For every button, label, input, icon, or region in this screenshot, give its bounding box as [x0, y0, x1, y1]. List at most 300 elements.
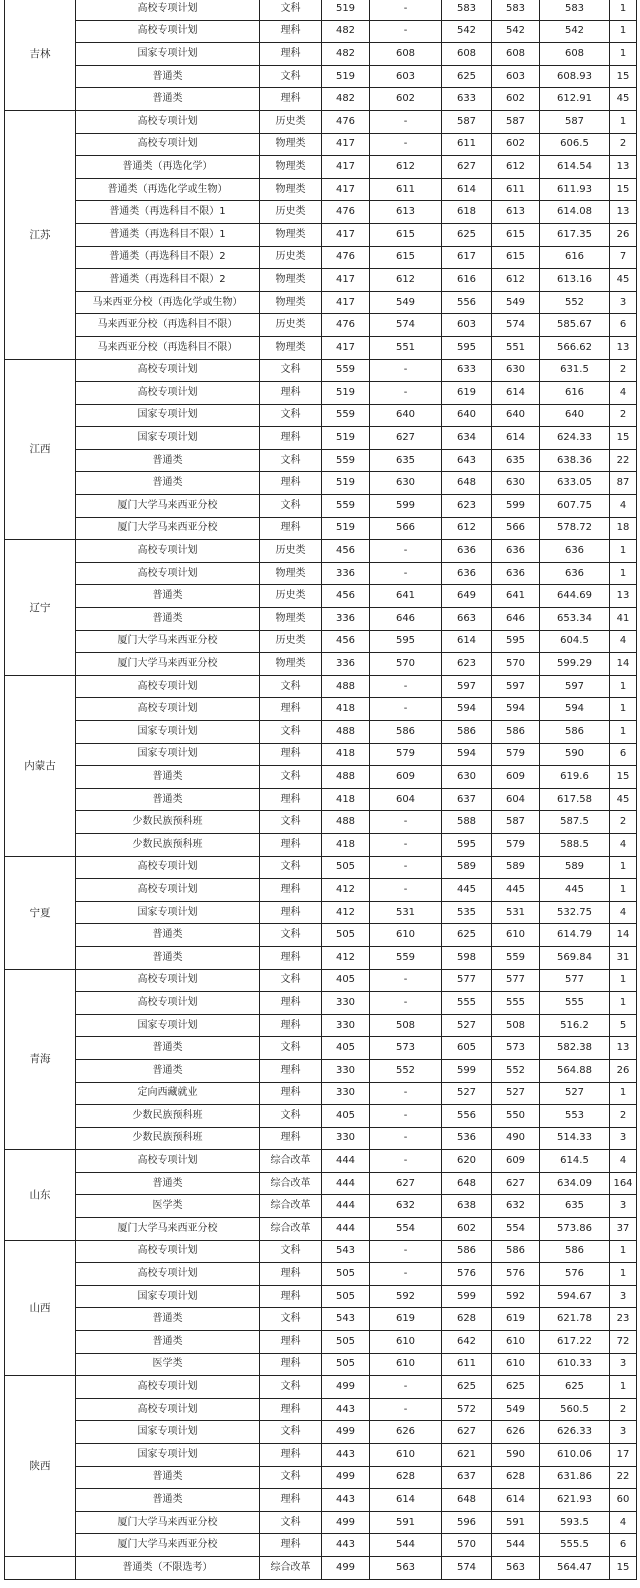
province-cell: 山西 — [5, 1240, 76, 1376]
min-score-cell: 555 — [492, 992, 540, 1015]
category-cell: 国家专项计划 — [76, 1444, 260, 1467]
enrolled-count-cell: 60 — [610, 1489, 637, 1512]
category-cell: 普通类 — [76, 1059, 260, 1082]
category-cell: 高校专项计划 — [76, 856, 260, 879]
avg-score-cell: 555 — [540, 992, 610, 1015]
avg-score-cell: 624.33 — [540, 427, 610, 450]
subject-cell: 理科 — [260, 382, 322, 405]
subject-cell: 文科 — [260, 0, 322, 20]
cutoff-score-cell: 586 — [370, 721, 442, 744]
avg-score-cell: 594.67 — [540, 1285, 610, 1308]
max-score-cell: 633 — [442, 88, 492, 111]
category-cell: 高校专项计划 — [76, 992, 260, 1015]
subject-cell: 理科 — [260, 20, 322, 43]
category-cell: 普通类 — [76, 1308, 260, 1331]
subject-cell: 物理类 — [260, 653, 322, 676]
avg-score-cell: 604.5 — [540, 630, 610, 653]
max-score-cell: 621 — [442, 1444, 492, 1467]
enrolled-count-cell: 6 — [610, 314, 637, 337]
subject-cell: 物理类 — [260, 269, 322, 292]
avg-score-cell: 614.08 — [540, 201, 610, 224]
category-cell: 国家专项计划 — [76, 721, 260, 744]
min-score-cell: 559 — [492, 946, 540, 969]
avg-score-cell: 577 — [540, 969, 610, 992]
table-row — [5, 110, 637, 133]
enrolled-count-cell: 1 — [610, 675, 637, 698]
cutoff-score-cell: - — [370, 20, 442, 43]
avg-score-cell: 616 — [540, 382, 610, 405]
cutoff-score-cell: 612 — [370, 156, 442, 179]
category-cell: 高校专项计划 — [76, 1398, 260, 1421]
control-line-cell: 443 — [322, 1444, 370, 1467]
enrolled-count-cell: 13 — [610, 156, 637, 179]
table-row — [5, 1218, 637, 1241]
cutoff-score-cell: - — [370, 1127, 442, 1150]
category-cell: 普通类 — [76, 1172, 260, 1195]
subject-cell: 理科 — [260, 1444, 322, 1467]
table-row — [5, 721, 637, 744]
category-cell: 普通类 — [76, 1466, 260, 1489]
control-line-cell: 499 — [322, 1421, 370, 1444]
subject-cell: 理科 — [260, 992, 322, 1015]
category-cell: 马来西亚分校（再选科目不限） — [76, 336, 260, 359]
table-row — [5, 1534, 637, 1557]
enrolled-count-cell: 45 — [610, 269, 637, 292]
control-line-cell: 505 — [322, 1353, 370, 1376]
enrolled-count-cell: 1 — [610, 1240, 637, 1263]
avg-score-cell: 585.67 — [540, 314, 610, 337]
max-score-cell: 627 — [442, 156, 492, 179]
control-line-cell: 559 — [322, 449, 370, 472]
avg-score-cell: 599.29 — [540, 653, 610, 676]
table-row — [5, 223, 637, 246]
avg-score-cell: 625 — [540, 1376, 610, 1399]
enrolled-count-cell: 3 — [610, 291, 637, 314]
category-cell: 普通类 — [76, 88, 260, 111]
max-score-cell: 595 — [442, 833, 492, 856]
avg-score-cell: 597 — [540, 675, 610, 698]
table-row — [5, 608, 637, 631]
avg-score-cell: 614.79 — [540, 924, 610, 947]
cutoff-score-cell: - — [370, 1240, 442, 1263]
control-line-cell: 412 — [322, 879, 370, 902]
subject-cell: 历史类 — [260, 110, 322, 133]
enrolled-count-cell: 4 — [610, 833, 637, 856]
control-line-cell: 417 — [322, 269, 370, 292]
avg-score-cell: 613.16 — [540, 269, 610, 292]
max-score-cell: 614 — [442, 630, 492, 653]
table-row — [5, 1511, 637, 1534]
cutoff-score-cell: 610 — [370, 924, 442, 947]
min-score-cell: 635 — [492, 449, 540, 472]
enrolled-count-cell: 4 — [610, 1150, 637, 1173]
cutoff-score-cell: 641 — [370, 585, 442, 608]
min-score-cell: 612 — [492, 156, 540, 179]
min-score-cell: 549 — [492, 1398, 540, 1421]
subject-cell: 理科 — [260, 1059, 322, 1082]
max-score-cell: 625 — [442, 1376, 492, 1399]
table-row — [5, 766, 637, 789]
subject-cell: 物理类 — [260, 133, 322, 156]
control-line-cell: 417 — [322, 336, 370, 359]
control-line-cell: 519 — [322, 65, 370, 88]
category-cell: 国家专项计划 — [76, 1285, 260, 1308]
min-score-cell: 594 — [492, 698, 540, 721]
table-row — [5, 201, 637, 224]
avg-score-cell: 573.86 — [540, 1218, 610, 1241]
avg-score-cell: 621.93 — [540, 1489, 610, 1512]
enrolled-count-cell: 1 — [610, 20, 637, 43]
cutoff-score-cell: 627 — [370, 427, 442, 450]
enrolled-count-cell: 1 — [610, 969, 637, 992]
avg-score-cell: 644.69 — [540, 585, 610, 608]
control-line-cell: 330 — [322, 1014, 370, 1037]
enrolled-count-cell: 1 — [610, 698, 637, 721]
max-score-cell: 598 — [442, 946, 492, 969]
min-score-cell: 614 — [492, 1489, 540, 1512]
category-cell: 普通类 — [76, 1037, 260, 1060]
avg-score-cell: 636 — [540, 540, 610, 563]
table-row — [5, 969, 637, 992]
control-line-cell: 499 — [322, 1556, 370, 1579]
cutoff-score-cell: 551 — [370, 336, 442, 359]
cutoff-score-cell: 640 — [370, 404, 442, 427]
category-cell: 普通类（再选科目不限）1 — [76, 201, 260, 224]
enrolled-count-cell: 45 — [610, 88, 637, 111]
table-row — [5, 1398, 637, 1421]
cutoff-score-cell: - — [370, 359, 442, 382]
cutoff-score-cell: - — [370, 540, 442, 563]
max-score-cell: 638 — [442, 1195, 492, 1218]
avg-score-cell: 583 — [540, 0, 610, 20]
category-cell: 国家专项计划 — [76, 43, 260, 66]
max-score-cell: 619 — [442, 382, 492, 405]
max-score-cell: 625 — [442, 924, 492, 947]
avg-score-cell: 593.5 — [540, 1511, 610, 1534]
subject-cell: 文科 — [260, 495, 322, 518]
control-line-cell: 418 — [322, 698, 370, 721]
max-score-cell: 636 — [442, 540, 492, 563]
control-line-cell: 330 — [322, 1059, 370, 1082]
control-line-cell: 405 — [322, 969, 370, 992]
enrolled-count-cell: 18 — [610, 517, 637, 540]
category-cell: 普通类（再选化学） — [76, 156, 260, 179]
control-line-cell: 405 — [322, 1105, 370, 1128]
enrolled-count-cell: 26 — [610, 223, 637, 246]
enrolled-count-cell: 22 — [610, 449, 637, 472]
enrolled-count-cell: 6 — [610, 743, 637, 766]
table-row — [5, 133, 637, 156]
enrolled-count-cell: 1 — [610, 1263, 637, 1286]
table-row — [5, 698, 637, 721]
min-score-cell: 583 — [492, 0, 540, 20]
max-score-cell: 628 — [442, 1308, 492, 1331]
cutoff-score-cell: 646 — [370, 608, 442, 631]
enrolled-count-cell: 14 — [610, 653, 637, 676]
cutoff-score-cell: 554 — [370, 1218, 442, 1241]
control-line-cell: 488 — [322, 721, 370, 744]
max-score-cell: 586 — [442, 1240, 492, 1263]
avg-score-cell: 640 — [540, 404, 610, 427]
min-score-cell: 595 — [492, 630, 540, 653]
table-row — [5, 1285, 637, 1308]
province-cell — [5, 1556, 76, 1579]
min-score-cell: 587 — [492, 110, 540, 133]
cutoff-score-cell: 628 — [370, 1466, 442, 1489]
avg-score-cell: 594 — [540, 698, 610, 721]
cutoff-score-cell: - — [370, 969, 442, 992]
category-cell: 普通类（再选科目不限）1 — [76, 223, 260, 246]
avg-score-cell: 638.36 — [540, 449, 610, 472]
min-score-cell: 563 — [492, 1556, 540, 1579]
max-score-cell: 649 — [442, 585, 492, 608]
subject-cell: 理科 — [260, 1127, 322, 1150]
cutoff-score-cell: - — [370, 1376, 442, 1399]
min-score-cell: 619 — [492, 1308, 540, 1331]
enrolled-count-cell: 3 — [610, 1195, 637, 1218]
min-score-cell: 609 — [492, 766, 540, 789]
category-cell: 厦门大学马来西亚分校 — [76, 1534, 260, 1557]
province-cell: 江苏 — [5, 110, 76, 359]
max-score-cell: 643 — [442, 449, 492, 472]
max-score-cell: 595 — [442, 336, 492, 359]
avg-score-cell: 626.33 — [540, 1421, 610, 1444]
subject-cell: 物理类 — [260, 291, 322, 314]
table-row — [5, 495, 637, 518]
category-cell: 国家专项计划 — [76, 1014, 260, 1037]
category-cell: 普通类 — [76, 788, 260, 811]
subject-cell: 理科 — [260, 833, 322, 856]
province-cell: 宁夏 — [5, 856, 76, 969]
table-row — [5, 879, 637, 902]
control-line-cell: 418 — [322, 788, 370, 811]
avg-score-cell: 631.86 — [540, 1466, 610, 1489]
enrolled-count-cell: 1 — [610, 856, 637, 879]
min-score-cell: 531 — [492, 901, 540, 924]
avg-score-cell: 564.88 — [540, 1059, 610, 1082]
min-score-cell: 490 — [492, 1127, 540, 1150]
enrolled-count-cell: 1 — [610, 879, 637, 902]
enrolled-count-cell: 4 — [610, 1511, 637, 1534]
table-row — [5, 833, 637, 856]
category-cell: 普通类 — [76, 608, 260, 631]
control-line-cell: 499 — [322, 1376, 370, 1399]
min-score-cell: 544 — [492, 1534, 540, 1557]
subject-cell: 理科 — [260, 1285, 322, 1308]
table-row — [5, 246, 637, 269]
min-score-cell: 579 — [492, 743, 540, 766]
avg-score-cell: 552 — [540, 291, 610, 314]
table-row — [5, 901, 637, 924]
province-cell: 江西 — [5, 359, 76, 540]
table-row — [5, 1556, 637, 1579]
category-cell: 厦门大学马来西亚分校 — [76, 495, 260, 518]
cutoff-score-cell: - — [370, 133, 442, 156]
category-cell: 高校专项计划 — [76, 562, 260, 585]
max-score-cell: 572 — [442, 1398, 492, 1421]
province-cell: 陕西 — [5, 1376, 76, 1557]
subject-cell: 文科 — [260, 969, 322, 992]
control-line-cell: 519 — [322, 472, 370, 495]
enrolled-count-cell: 5 — [610, 1014, 637, 1037]
max-score-cell: 527 — [442, 1014, 492, 1037]
subject-cell: 文科 — [260, 1466, 322, 1489]
table-row — [5, 88, 637, 111]
enrolled-count-cell: 15 — [610, 766, 637, 789]
category-cell: 国家专项计划 — [76, 404, 260, 427]
avg-score-cell: 586 — [540, 1240, 610, 1263]
avg-score-cell: 617.35 — [540, 223, 610, 246]
subject-cell: 文科 — [260, 1421, 322, 1444]
cutoff-score-cell: 613 — [370, 201, 442, 224]
control-line-cell: 559 — [322, 404, 370, 427]
table-row — [5, 1421, 637, 1444]
max-score-cell: 588 — [442, 811, 492, 834]
category-cell: 普通类 — [76, 585, 260, 608]
cutoff-score-cell: 630 — [370, 472, 442, 495]
avg-score-cell: 635 — [540, 1195, 610, 1218]
control-line-cell: 543 — [322, 1308, 370, 1331]
enrolled-count-cell: 13 — [610, 585, 637, 608]
enrolled-count-cell: 31 — [610, 946, 637, 969]
enrolled-count-cell: 3 — [610, 1127, 637, 1150]
subject-cell: 文科 — [260, 1240, 322, 1263]
table-row — [5, 1082, 637, 1105]
max-score-cell: 618 — [442, 201, 492, 224]
subject-cell: 理科 — [260, 43, 322, 66]
table-row — [5, 1331, 637, 1354]
max-score-cell: 577 — [442, 969, 492, 992]
subject-cell: 文科 — [260, 359, 322, 382]
avg-score-cell: 586 — [540, 721, 610, 744]
max-score-cell: 625 — [442, 65, 492, 88]
enrolled-count-cell: 26 — [610, 1059, 637, 1082]
avg-score-cell: 560.5 — [540, 1398, 610, 1421]
avg-score-cell: 516.2 — [540, 1014, 610, 1037]
cutoff-score-cell: - — [370, 1105, 442, 1128]
cutoff-score-cell: - — [370, 992, 442, 1015]
cutoff-score-cell: 604 — [370, 788, 442, 811]
subject-cell: 历史类 — [260, 585, 322, 608]
cutoff-score-cell: 614 — [370, 1489, 442, 1512]
max-score-cell: 616 — [442, 269, 492, 292]
cutoff-score-cell: 619 — [370, 1308, 442, 1331]
table-row — [5, 1376, 637, 1399]
max-score-cell: 605 — [442, 1037, 492, 1060]
cutoff-score-cell: 627 — [370, 1172, 442, 1195]
min-score-cell: 610 — [492, 924, 540, 947]
cutoff-score-cell: 626 — [370, 1421, 442, 1444]
max-score-cell: 637 — [442, 788, 492, 811]
cutoff-score-cell: 592 — [370, 1285, 442, 1308]
control-line-cell: 505 — [322, 1331, 370, 1354]
enrolled-count-cell: 2 — [610, 1398, 637, 1421]
min-score-cell: 625 — [492, 1376, 540, 1399]
table-row — [5, 1489, 637, 1512]
table-row — [5, 1353, 637, 1376]
cutoff-score-cell: - — [370, 562, 442, 585]
min-score-cell: 612 — [492, 269, 540, 292]
subject-cell: 理科 — [260, 1398, 322, 1421]
enrolled-count-cell: 15 — [610, 427, 637, 450]
subject-cell: 综合改革 — [260, 1218, 322, 1241]
enrolled-count-cell: 2 — [610, 133, 637, 156]
avg-score-cell: 631.5 — [540, 359, 610, 382]
category-cell: 高校专项计划 — [76, 359, 260, 382]
max-score-cell: 620 — [442, 1150, 492, 1173]
category-cell: 厦门大学马来西亚分校 — [76, 517, 260, 540]
avg-score-cell: 614.5 — [540, 1150, 610, 1173]
subject-cell: 文科 — [260, 856, 322, 879]
max-score-cell: 648 — [442, 1489, 492, 1512]
control-line-cell: 456 — [322, 630, 370, 653]
cutoff-score-cell: - — [370, 833, 442, 856]
min-score-cell: 627 — [492, 1172, 540, 1195]
control-line-cell: 412 — [322, 946, 370, 969]
max-score-cell: 594 — [442, 743, 492, 766]
table-row — [5, 269, 637, 292]
cutoff-score-cell: 591 — [370, 1511, 442, 1534]
category-cell: 国家专项计划 — [76, 1421, 260, 1444]
max-score-cell: 594 — [442, 698, 492, 721]
min-score-cell: 630 — [492, 359, 540, 382]
avg-score-cell: 588.5 — [540, 833, 610, 856]
cutoff-score-cell: 602 — [370, 88, 442, 111]
category-cell: 少数民族预科班 — [76, 1105, 260, 1128]
min-score-cell: 589 — [492, 856, 540, 879]
category-cell: 高校专项计划 — [76, 382, 260, 405]
control-line-cell: 519 — [322, 517, 370, 540]
avg-score-cell: 616 — [540, 246, 610, 269]
subject-cell: 理科 — [260, 88, 322, 111]
category-cell: 高校专项计划 — [76, 110, 260, 133]
avg-score-cell: 527 — [540, 1082, 610, 1105]
enrolled-count-cell: 22 — [610, 1466, 637, 1489]
avg-score-cell: 514.33 — [540, 1127, 610, 1150]
control-line-cell: 336 — [322, 653, 370, 676]
max-score-cell: 625 — [442, 223, 492, 246]
min-score-cell: 590 — [492, 1444, 540, 1467]
max-score-cell: 623 — [442, 653, 492, 676]
enrolled-count-cell: 15 — [610, 1556, 637, 1579]
enrolled-count-cell: 1 — [610, 562, 637, 585]
subject-cell: 理科 — [260, 788, 322, 811]
control-line-cell: 499 — [322, 1466, 370, 1489]
table-row — [5, 856, 637, 879]
min-score-cell: 554 — [492, 1218, 540, 1241]
table-row — [5, 156, 637, 179]
subject-cell: 理科 — [260, 743, 322, 766]
category-cell: 高校专项计划 — [76, 0, 260, 20]
control-line-cell: 336 — [322, 608, 370, 631]
control-line-cell: 443 — [322, 1398, 370, 1421]
enrolled-count-cell: 4 — [610, 382, 637, 405]
control-line-cell: 482 — [322, 88, 370, 111]
subject-cell: 文科 — [260, 721, 322, 744]
table-row — [5, 359, 637, 382]
min-score-cell: 615 — [492, 246, 540, 269]
subject-cell: 文科 — [260, 675, 322, 698]
table-row — [5, 472, 637, 495]
max-score-cell: 602 — [442, 1218, 492, 1241]
table-row — [5, 675, 637, 698]
category-cell: 高校专项计划 — [76, 1376, 260, 1399]
max-score-cell: 589 — [442, 856, 492, 879]
avg-score-cell: 612.91 — [540, 88, 610, 111]
table-row — [5, 1240, 637, 1263]
enrolled-count-cell: 1 — [610, 43, 637, 66]
max-score-cell: 611 — [442, 1353, 492, 1376]
